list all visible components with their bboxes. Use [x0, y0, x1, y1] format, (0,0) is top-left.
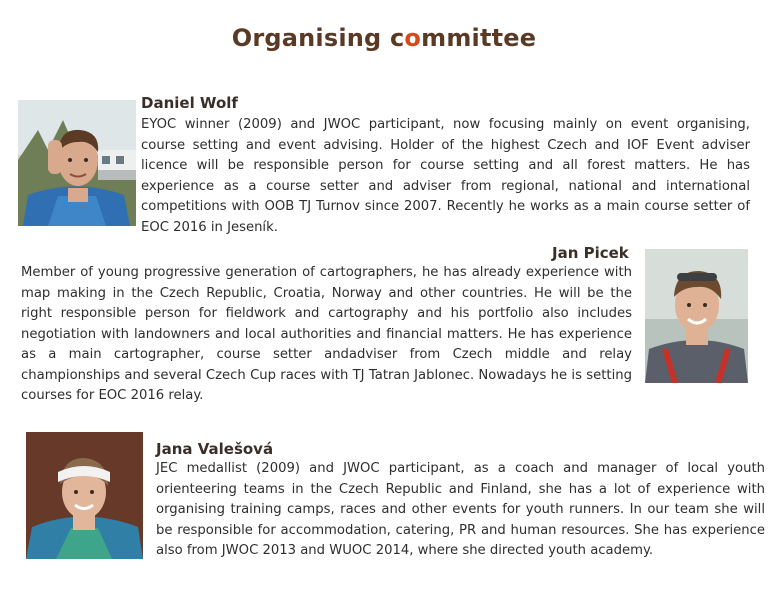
- title-accent-letter: o: [404, 24, 422, 52]
- member-bio-daniel-wolf: EYOC winner (2009) and JWOC participant, now focusing mainly on event organising, course setting and event advising. Holder of the highest Czech and IOF Event adviser licence will be responsible person for course setting and all forest matters. He has experience as a course setter and adviser from regional, national and international competitions with OOB TJ Turnov since 2007. Recently he works as a main course setter of EOC 2016 in Jeseník.: [141, 117, 750, 235]
- page-title: [0, 24, 768, 52]
- member-name-jan-picek: Jan Picek: [552, 244, 629, 262]
- title-text-end: mmittee: [421, 24, 537, 52]
- member-name-daniel-wolf: Daniel Wolf: [141, 94, 238, 112]
- photo-jan-picek: [645, 249, 748, 383]
- member-bio-jana-valesova: JEC medallist (2009) and JWOC participant, as a coach and manager of local youth orienteering teams in the Czech Republic and Finland, she has a lot of experience with organising training camps, races and other events for youth runners. In our team she will be responsible for accommodation, catering, PR and human resources. She has experience also from JWOC 2013 and WUOC 2014, where she directed youth academy.: [156, 461, 765, 558]
- member-name-jana-valesova: Jana Valešová: [156, 440, 274, 458]
- member-bio-jan-picek: Member of young progressive generation of cartographers, he has already experience with map making in the Czech Republic, Croatia, Norway and other countries. He will be the right responsible person for fieldwork and cartography and his portfolio also includes negotiation with landowners and local authorities and financial matters. He has experience as a main cartographer, course setter andadviser from Czech middle and relay championships and several Czech Cup races with TJ Tatran Jablonec. Nowadays he is setting courses for EOC 2016 relay.: [21, 265, 632, 403]
- photo-jana-valesova: [26, 432, 143, 559]
- photo-daniel-wolf: [18, 100, 136, 226]
- title-text-start: Organising c: [231, 24, 405, 52]
